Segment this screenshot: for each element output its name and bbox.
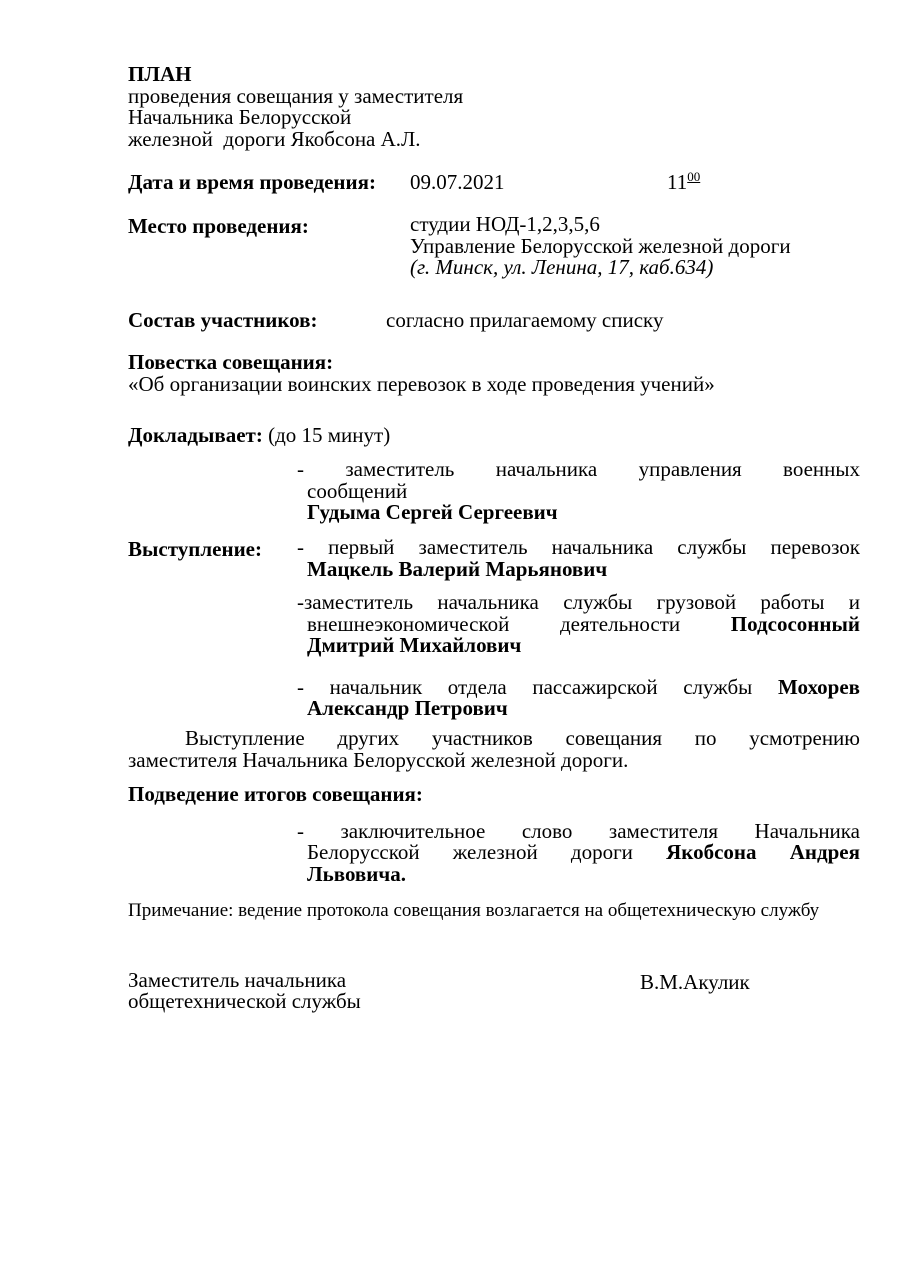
- speeches-label: Выступление:: [128, 536, 262, 561]
- report-label-suffix: (до 15 минут): [262, 422, 391, 447]
- place-row: [128, 211, 860, 280]
- speech-item-3-surname: Мохорев: [777, 674, 860, 699]
- speech-item-2-surname: Подсосонный: [730, 611, 860, 636]
- participants-value: согласно прилагаемому списку: [386, 307, 664, 332]
- title-subline-2: Начальника Белорусской: [128, 105, 352, 130]
- signature-name: В.М.Акулик: [640, 969, 750, 994]
- note-line: Примечание: ведение протокола совещания возлагается на общетехническую службу: [128, 899, 820, 921]
- report-item: [297, 459, 860, 524]
- report-block: [128, 422, 860, 525]
- speech-item-1: [297, 534, 860, 581]
- datetime-time: [667, 169, 701, 195]
- speeches-block: [128, 534, 860, 581]
- speech-item-1-name: Мацкель Валерий Марьянович: [307, 556, 608, 581]
- report-speaker-name: Гудыма Сергей Сергеевич: [307, 500, 558, 525]
- summary-item-line-1: - заключительное слово заместителя Начальника: [297, 818, 860, 843]
- speech-item-3-line-1: [297, 674, 860, 699]
- participants-label: Состав участников:: [128, 307, 318, 332]
- agenda-text: «Об организации воинских перевозок в ходе проведения учений»: [128, 371, 715, 396]
- speech-item-2-line-2-text: внешнеэкономической деятельности: [307, 611, 731, 636]
- report-label: Докладывает:: [128, 422, 263, 447]
- speech-item-3-name: Александр Петрович: [307, 696, 508, 721]
- datetime-date: 09.07.2021: [410, 170, 505, 195]
- title-subline-1: проведения совещания у заместителя: [128, 83, 464, 108]
- summary-item-line-2: [297, 842, 860, 864]
- summary-item-line-2-text: Белорусской железной дороги: [307, 840, 667, 865]
- title-block: [128, 64, 860, 150]
- agenda-label: Повестка совещания:: [128, 350, 334, 375]
- datetime-label: Дата и время проведения:: [128, 170, 376, 195]
- others-paragraph: [128, 728, 860, 771]
- signature-block: [128, 967, 860, 1014]
- report-item-line-2: сообщений: [307, 478, 408, 503]
- place-line-2: Управление Белорусской железной дороги: [410, 233, 791, 258]
- agenda-block: [128, 352, 860, 395]
- speech-item-3: [297, 674, 860, 721]
- place-address: (г. Минск, ул. Ленина, 17, каб.634): [410, 255, 714, 280]
- others-paragraph-line-1: Выступление других участников совещания по усмотрению: [185, 726, 860, 751]
- time-hours: 11: [667, 170, 688, 195]
- speech-item-3-line-1-text: - начальник отдела пассажирской службы: [297, 674, 778, 699]
- others-paragraph-line-2: заместителя Начальника Белорусской железной дороги.: [128, 747, 629, 772]
- title-subline-3: железной дороги Якобсона А.Л.: [128, 126, 421, 151]
- place-label: Место проведения:: [128, 213, 309, 238]
- summary-label: Подведение итогов совещания:: [128, 782, 423, 807]
- speech-item-2-line-1: -заместитель начальника службы грузовой работы и: [297, 590, 860, 615]
- document-title: ПЛАН: [128, 62, 192, 86]
- signature-post-line-2: общетехнической службы: [128, 989, 361, 1014]
- summary-item: [297, 818, 860, 887]
- speech-item-2-line-2: [297, 611, 860, 636]
- report-heading: [128, 422, 860, 447]
- speech-item-1-line-1: - первый заместитель начальника службы перевозок: [297, 534, 860, 559]
- datetime-row: [128, 169, 860, 195]
- signature-post-line-1: Заместитель начальника: [128, 967, 347, 992]
- time-minutes-superscript: 00: [687, 169, 701, 185]
- participants-row: [128, 307, 860, 332]
- summary-item-line-3: Львовича.: [307, 862, 406, 887]
- speech-item-2: [297, 592, 860, 657]
- place-line-1: студии НОД-1,2,3,5,6: [410, 211, 600, 236]
- report-item-line-1: - заместитель начальника управления военных: [297, 457, 860, 482]
- speech-item-2-name: Дмитрий Михайлович: [307, 633, 522, 658]
- summary-item-surname: Якобсона Андрея: [666, 840, 860, 865]
